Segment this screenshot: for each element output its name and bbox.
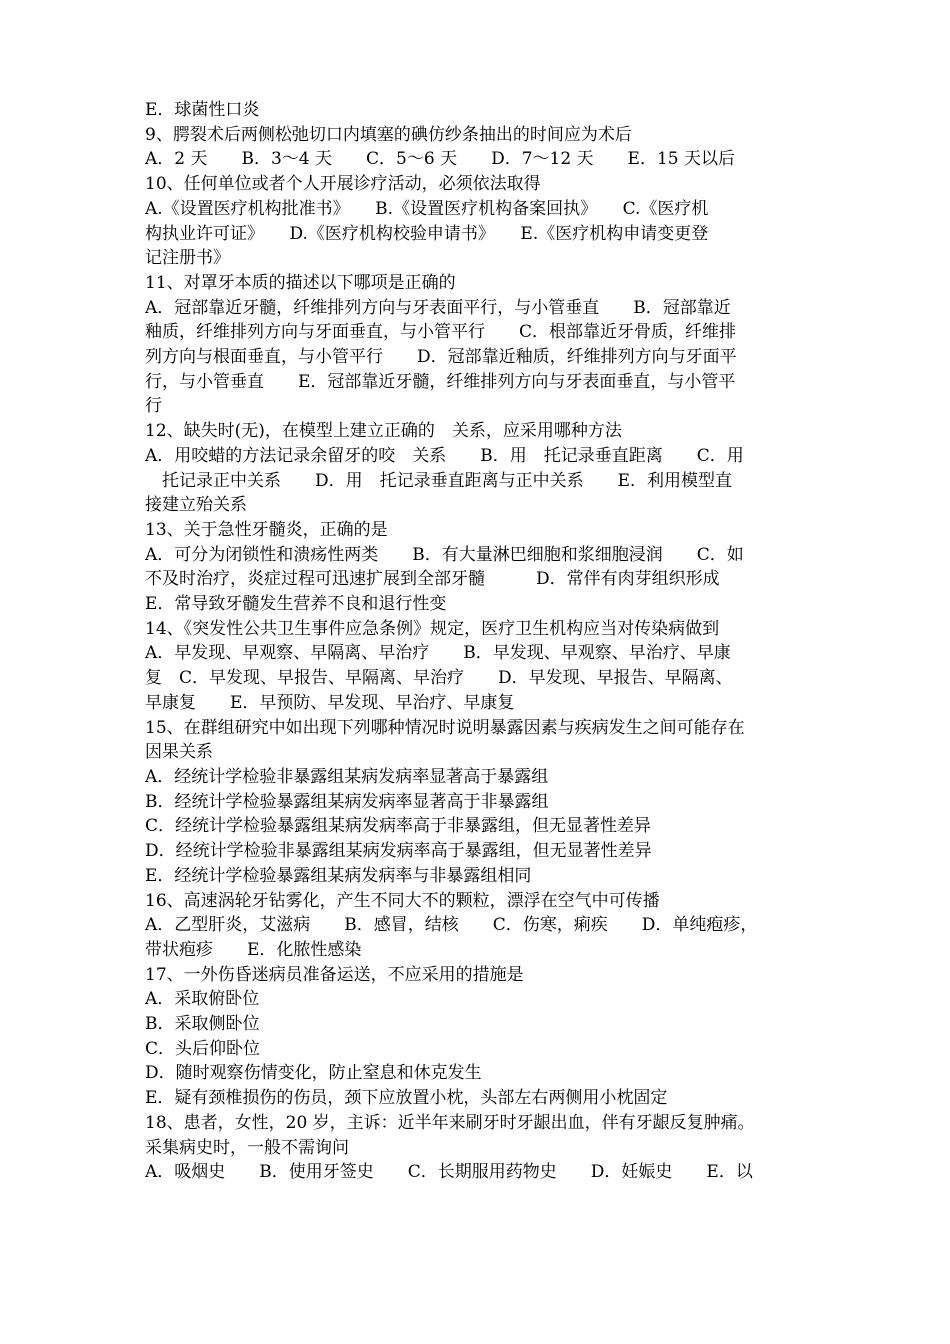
question-17: 17、一外伤昏迷病员准备运送，不应采用的措施是: [145, 964, 524, 985]
text-line: 釉质，纤维排列方向与牙面垂直，与小管平行 C．根部靠近牙骨质，纤维排: [145, 322, 737, 343]
text-line: D．随时观察伤情变化，防止窒息和休克发生: [145, 1063, 482, 1084]
text-line: A．吸烟史 B．使用牙签史 C．长期服用药物史 D．妊娠史 E．以: [145, 1162, 753, 1183]
text-line: 构执业许可证》 D.《医疗机构校验申请书》 E.《医疗机构申请变更登: [145, 223, 709, 244]
text-line: C．经统计学检验暴露组某病发病率高于非暴露组，但无显著性差异: [145, 816, 652, 837]
question-10: 10、任何单位或者个人开展诊疗活动，必须依法取得: [145, 174, 541, 195]
text-line: D．经统计学检验非暴露组某病发病率高于暴露组，但无显著性差异: [145, 841, 652, 862]
text-line: A．2 天 B．3～4 天 C．5～6 天 D．7～12 天 E．15 天以后: [145, 149, 735, 170]
text-line: A．冠部靠近牙髓，纤维排列方向与牙表面平行，与小管垂直 B．冠部靠近: [145, 297, 731, 318]
text-line: E．疑有颈椎损伤的伤员，颈下应放置小枕，头部左右两侧用小枕固定: [145, 1088, 668, 1109]
question-13: 13、关于急性牙髓炎，正确的是: [145, 519, 388, 540]
text-line: 托记录正中关系 D．用 托记录垂直距离与正中关系 E．利用模型直: [145, 470, 733, 491]
text-line: B．经统计学检验暴露组某病发病率显著高于非暴露组: [145, 791, 549, 812]
text-line: 带状疱疹 E．化脓性感染: [145, 939, 362, 960]
text-line: E．经统计学检验暴露组某病发病率与非暴露组相同: [145, 865, 532, 886]
text-line: 行，与小管垂直 E．冠部靠近牙髓，纤维排列方向与牙表面垂直，与小管平: [145, 371, 736, 392]
text-line: 复 C．早发现、早报告、早隔离、早治疗 D．早发现、早报告、早隔离、: [145, 668, 733, 689]
question-14: 14、《突发性公共卫生事件应急条例》规定，医疗卫生机构应当对传染病做到: [145, 618, 720, 639]
text-line: 列方向与根面垂直，与小管平行 D．冠部靠近釉质，纤维排列方向与牙面平: [145, 347, 737, 368]
text-line: B．采取侧卧位: [145, 1014, 260, 1035]
text-line: A.《设置医疗机构批准书》 B.《设置医疗机构备案回执》 C.《医疗机: [145, 198, 709, 219]
text-line: E．常导致牙髓发生营养不良和退行性变: [145, 594, 447, 615]
question-9: 9、腭裂术后两侧松弛切口内填塞的碘仿纱条抽出的时间应为术后: [145, 124, 632, 145]
document-page: [145, 98, 815, 1185]
text-line: A．用咬蜡的方法记录余留牙的咬 关系 B．用 托记录垂直距离 C．用: [145, 445, 744, 466]
text-line: 早康复 E．早预防、早发现、早治疗、早康复: [145, 692, 515, 713]
question-12: 12、缺失时(无)，在模型上建立正确的 关系，应采用哪种方法: [145, 421, 622, 442]
text-line: 行: [145, 396, 162, 417]
text-line: A．采取俯卧位: [145, 989, 260, 1010]
text-line: 采集病史时，一般不需询问: [145, 1137, 349, 1158]
text-line: 不及时治疗，炎症过程可迅速扩展到全部牙髓 D．常伴有肉芽组织形成: [145, 569, 720, 590]
question-18: 18、患者，女性，20 岁，主诉：近半年来刷牙时牙龈出血，伴有牙龈反复肿痛。: [145, 1112, 755, 1133]
text-line: A．经统计学检验非暴露组某病发病率显著高于暴露组: [145, 766, 549, 787]
text-line: A．乙型肝炎，艾滋病 B．感冒，结核 C．伤寒，痢疾 D．单纯疱疹，: [145, 915, 758, 936]
text-line: E．球菌性口炎: [145, 100, 260, 120]
text-line: A．早发现、早观察、早隔离、早治疗 B．早发现、早观察、早治疗、早康: [145, 643, 731, 664]
text-line: A．可分为闭锁性和溃疡性两类 B．有大量淋巴细胞和浆细胞浸润 C．如: [145, 544, 744, 565]
text-line: C．头后仰卧位: [145, 1038, 261, 1059]
text-line: 记注册书》: [145, 248, 230, 269]
question-15: 15、在群组研究中如出现下列哪种情况时说明暴露因素与疾病发生之间可能存在: [145, 717, 745, 738]
text-line: 接建立殆关系: [145, 495, 247, 516]
question-16: 16、高速涡轮牙钻雾化，产生不同大不的颗粒，漂浮在空气中可传播: [145, 890, 660, 911]
text-line: 因果关系: [145, 742, 213, 763]
question-11: 11、对罩牙本质的描述以下哪项是正确的: [145, 272, 456, 293]
